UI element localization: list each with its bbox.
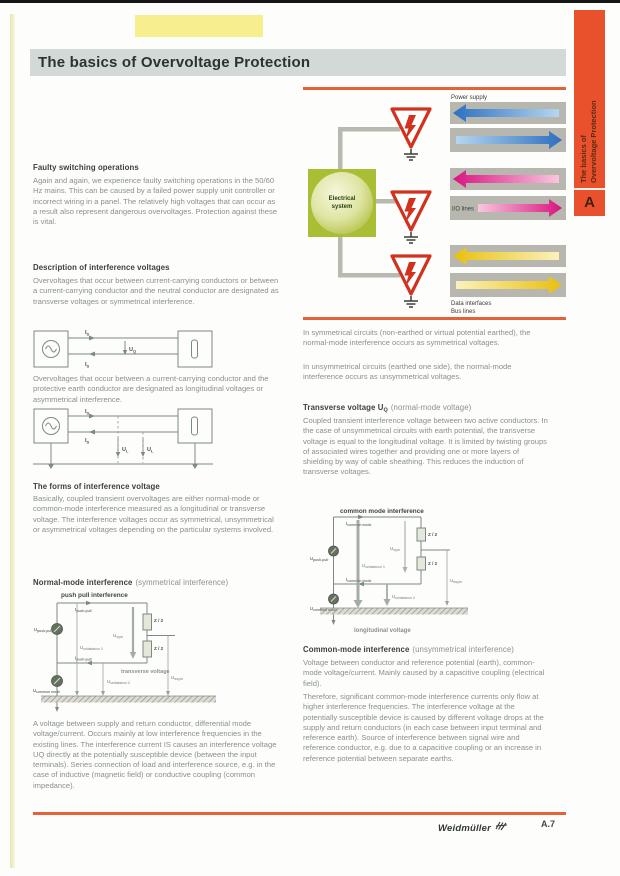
weidmueller-logo-icon [495, 821, 508, 832]
earth-symbol-power [404, 149, 418, 160]
description-body-1: Overvoltages that occur between current-carrying conductors or between a current-carrying conductor and the neutral conductor are designated as transverse voltages or symmetrical interference. [33, 276, 279, 306]
common-mode-body-1: Voltage between conductor and reference potential (earth), common-mode voltage/current. Mainly caused by a capacitive coupling (electrical field). [303, 658, 545, 688]
impedance-z2-label-2: Z / 2 [428, 561, 438, 566]
highlight-mark [135, 15, 263, 37]
source-common-mode-label: $U_{common mode}$ [310, 606, 338, 613]
source-push-pull-label: $U_{push-pull}$ [310, 556, 329, 563]
io-lines-label: I/O lines [452, 206, 475, 213]
longitudinal-voltage-circuit-diagram [33, 407, 213, 481]
side-tab-line2: Overvoltage Protection [589, 100, 598, 183]
common-mode-body-2: Therefore, significant common-mode interference currents only flow at higher interference frequencies. The interference voltage at the potentially susceptible device is caused by different voltage drops at the supply and return conductors (in each case between input terminal and reference earth). Source of interference between signal wire and reference conductor, e.g. due to a capacitive coupling or an increase in reference potential between separate earths. [303, 692, 544, 763]
voltage-usym-label: $U_{sym}$ [390, 546, 401, 553]
current-common-mode-bottom-label: $I_{common mode}$ [346, 577, 372, 584]
current-push-pull-bottom-label: $I_{push-pull}$ [75, 655, 92, 662]
longitudinal-voltage-label: longitudinal voltage [354, 628, 411, 634]
description-body-2: Overvoltages that occur between a current-carrying conductor and the protective earth conductor are designated as longitudinal voltages or asymmetrical interference. [33, 374, 269, 404]
side-tab-label [574, 10, 605, 188]
unsymmetrical-circuits-para: In unsymmetrical circuits (earthed one side), the normal-mode interference occurs as unsymmetrical voltages. [303, 362, 512, 382]
rule-top [303, 87, 566, 90]
voltage-unbalance1-label: $U_{unbalance 1}$ [80, 645, 103, 652]
forms-heading: The forms of interference voltage [33, 482, 160, 491]
page-top-edge [0, 0, 620, 3]
power-supply-label: Power supply [451, 95, 488, 101]
voltage-ul-label-1: $U_L$ [122, 447, 129, 454]
voltage-usym-label: $U_{sym}$ [113, 633, 124, 640]
rule-footer [33, 812, 566, 815]
faulty-switching-body: Again and again, we experience faulty switching operations in the 50/60 Hz mains. This can be caused by a failed power supply unit controller or incorrect wiring in a panel. The relatively high voltages that can occur as a result also represent dangerous overvoltages. Protection against these is vital. [33, 176, 277, 227]
current-is-top-label: $I_S$ [85, 330, 90, 337]
transverse-voltage-label: transverse voltage [121, 669, 170, 675]
footer-brand [438, 818, 508, 836]
description-heading: Description of interference voltages [33, 263, 170, 272]
current-is-bottom-label: $I_S$ [85, 438, 90, 445]
page-number: A.7 [541, 819, 556, 829]
bus-lines-label: Bus lines [451, 309, 476, 315]
common-mode-heading: Common-mode interference (unsymmetrical interference) [303, 645, 514, 654]
section-letter: A [584, 194, 595, 211]
voltage-ul-label-2: $U_L$ [147, 447, 154, 454]
impedance-z2-label-2: Z / 2 [154, 646, 164, 651]
common-mode-interference-title: common mode interference [340, 508, 424, 515]
voltage-uasym-label: $U_{asym}$ [171, 675, 184, 682]
push-pull-interference-title: push pull interference [61, 592, 128, 599]
normal-mode-interference-diagram [33, 589, 318, 715]
common-mode-interference-diagram [310, 506, 570, 641]
faulty-switching-heading: Faulty switching operations [33, 163, 139, 172]
page-gutter-shade [10, 14, 15, 868]
title-bar [30, 49, 566, 76]
source-common-mode-label: $U_{common mode}$ [33, 688, 61, 695]
page-title: The basics of Overvoltage Protection [38, 54, 311, 71]
overvoltage-protection-diagram [303, 92, 568, 316]
source-push-pull-label: $U_{push-pull}$ [34, 627, 53, 634]
side-tab-line1: The basics of [579, 135, 588, 183]
current-push-pull-top-label: $I_{push-pull}$ [75, 607, 92, 614]
rule-mid [303, 317, 566, 320]
voltage-unbalance2-label: $U_{unbalance 2}$ [392, 594, 415, 601]
data-interfaces-label: Data interfaces [451, 301, 492, 307]
earth-ground-hatch [320, 608, 468, 615]
current-is-bottom-label: $I_S$ [85, 362, 90, 369]
impedance-z2-label-1: Z / 2 [154, 618, 164, 623]
normal-mode-heading: Normal-mode interference (symmetrical interference) [33, 578, 229, 587]
current-is-top-label: $I_S$ [85, 409, 90, 416]
voltage-unbalance2-label: $U_{unbalance 2}$ [107, 679, 130, 686]
surge-arrester-icon-io [392, 192, 430, 230]
earth-ground-hatch [41, 696, 216, 703]
transverse-voltage-circuit-diagram [33, 324, 213, 380]
transverse-voltage-body: Coupled transient interference voltage between two active conductors. In the case of unsymmetrical circuits with earth potential, the transverse voltage is equal to the longitudinal voltage. It is limited by twisting groups of associated wires together and providing one or more layers of shielding by way of cable sheathing. This reduces the induction of transverse voltages. [303, 416, 548, 477]
voltage-uasym-label: $U_{asym}$ [450, 578, 463, 585]
brand-name: Weidmüller [438, 823, 492, 834]
normal-mode-body: A voltage between supply and return conductor, differential mode voltage/current. Occurs mainly at low interference frequencies in the existing lines. The interference current IS causes an interference voltage UQ directly at the potentially susceptible device (between the input terminals). Series connection of load and interference source, e.g. in the case of inductive (magnetic field) or conductive coupling (common impedance). [33, 719, 277, 790]
electrical-system-sphere [311, 172, 373, 234]
side-tab [574, 10, 605, 216]
forms-body: Basically, coupled transient overvoltages are either normal-mode or common-mode interference measured as a longitudinal or transverse voltage. The interference voltages occur as symmetrical, unsymmetrical or asymmetrical voltages depending on the particular systems involved. [33, 494, 274, 534]
current-common-mode-top-label: $I_{common mode}$ [346, 521, 372, 528]
impedance-z2-label-1: Z / 2 [428, 532, 438, 537]
voltage-unbalance1-label: $U_{unbalance 1}$ [362, 563, 385, 570]
earth-symbol-data [404, 296, 418, 307]
earth-symbol-io [404, 232, 418, 243]
symmetrical-circuits-para: In symmetrical circuits (non-earthed or virtual potential earthed), the normal-mode interference occurs as symmetrical voltages. [303, 328, 531, 348]
electrical-system-label: Electrical system [328, 196, 356, 210]
voltage-uq-label: $U_Q$ [129, 347, 137, 354]
transverse-voltage-heading: Transverse voltage UQ (normal-mode voltage) [303, 403, 472, 414]
